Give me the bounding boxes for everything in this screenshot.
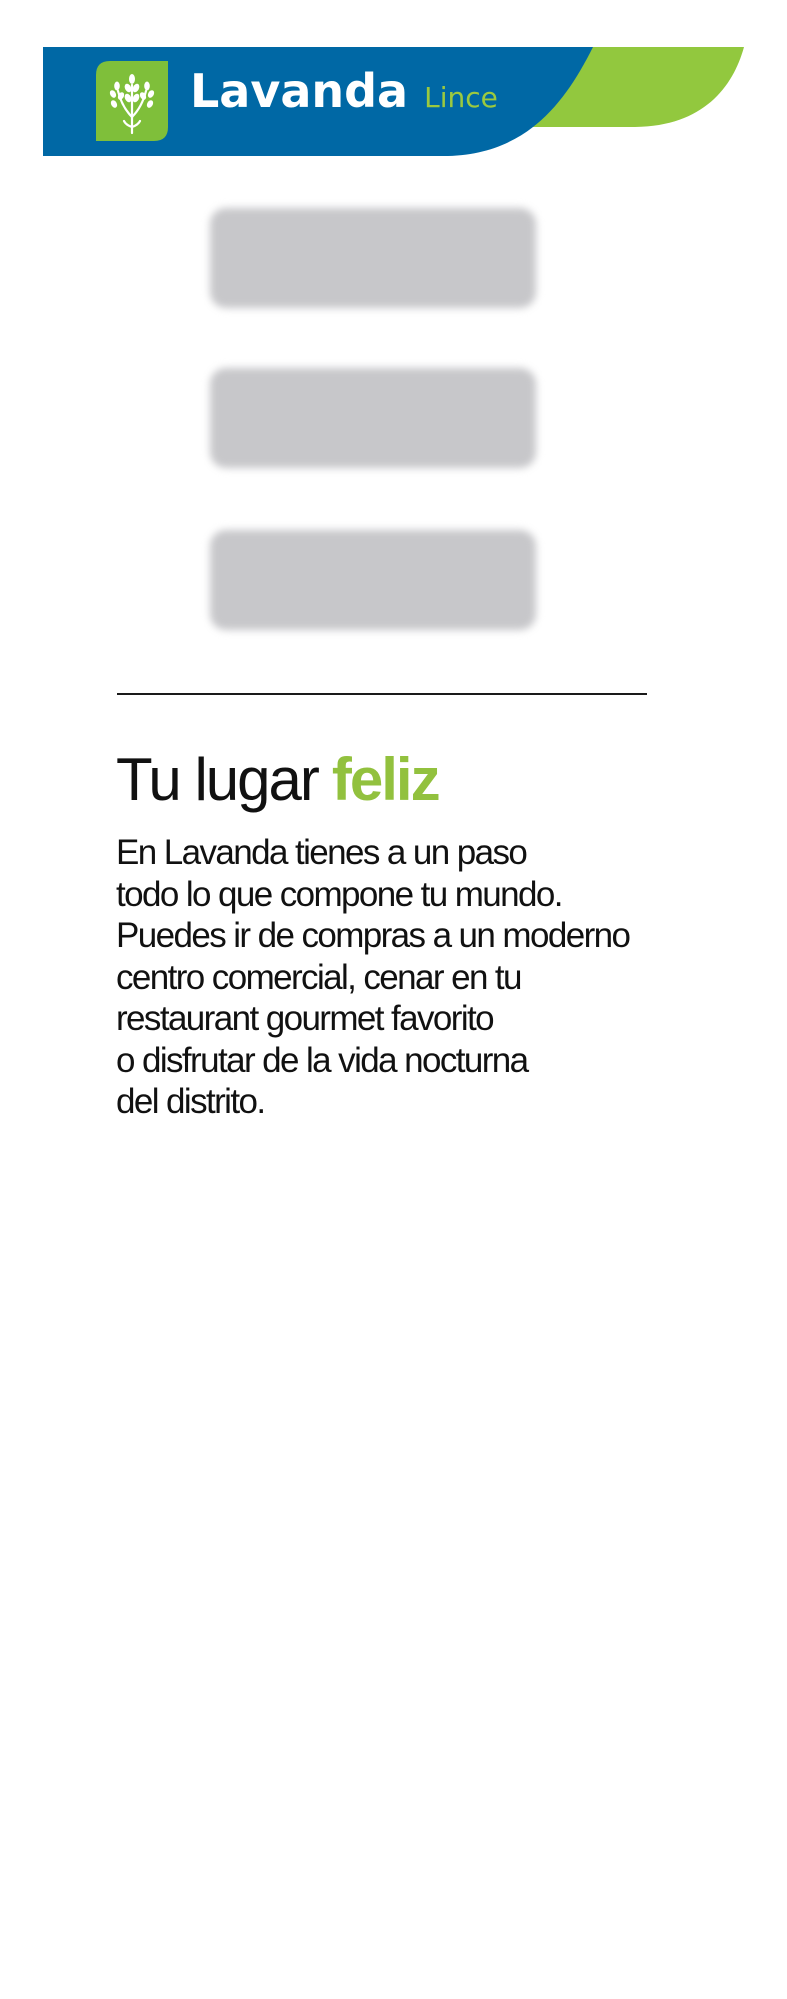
description-line: todo lo que compone tu mundo. <box>116 874 562 914</box>
description-line: o disfrutar de la vida nocturna <box>116 1040 528 1080</box>
section-title-main: Tu lugar <box>116 746 318 813</box>
section-title <box>116 740 439 820</box>
description-line: Puedes ir de compras a un moderno <box>116 916 630 955</box>
section-description <box>116 832 676 1123</box>
menu-button-3[interactable] <box>210 530 536 630</box>
brand-location: Lince <box>424 81 498 114</box>
section-divider <box>117 693 647 695</box>
menu-button-1[interactable] <box>210 208 536 308</box>
description-line: restaurant gourmet favorito <box>116 999 494 1038</box>
description-line: del distrito. <box>116 1082 265 1121</box>
description-line: En Lavanda tienes a un paso <box>116 833 527 872</box>
brand-wordmark[interactable] <box>190 61 498 121</box>
lavender-sprig-icon <box>96 61 168 141</box>
brand-name: Lavanda <box>190 64 409 118</box>
section-title-accent: feliz <box>331 746 439 813</box>
description-line: centro comercial, cenar en tu <box>116 957 521 997</box>
header-banner <box>43 47 744 156</box>
menu-button-2[interactable] <box>210 368 536 468</box>
logo[interactable] <box>96 61 168 141</box>
